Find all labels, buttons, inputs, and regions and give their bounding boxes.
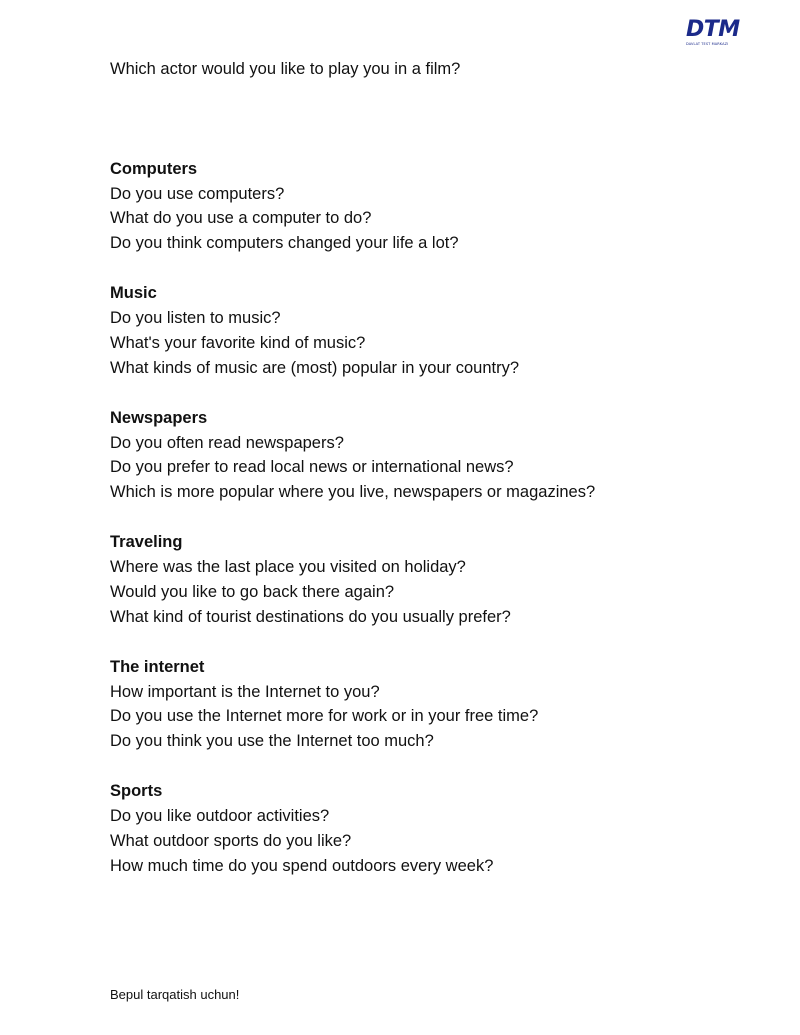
dtm-logo	[686, 18, 746, 50]
section-heading: Newspapers	[110, 408, 208, 427]
section-heading: Music	[110, 284, 157, 303]
question: What's your favorite kind of music?	[110, 333, 366, 352]
question: Do you like outdoor activities?	[110, 807, 330, 826]
logo-mark: DTM	[686, 17, 740, 42]
question: Would you like to go back there again?	[110, 582, 395, 601]
intro-question: Which actor would you like to play you in a film?	[110, 60, 461, 78]
section-newspapers	[110, 406, 750, 506]
question: What kind of tourist destinations do you usually prefer?	[110, 607, 511, 626]
footer-note: Bepul tarqatish uchun!	[110, 987, 240, 1002]
question: Do you use the Internet more for work or in your free time?	[110, 707, 539, 726]
section-the-internet	[110, 655, 750, 755]
section-heading: The internet	[110, 657, 205, 676]
section-heading: Sports	[110, 782, 163, 801]
question: Do you think computers changed your life a lot?	[110, 234, 459, 253]
question: Where was the last place you visited on holiday?	[110, 558, 466, 577]
document-body	[110, 57, 750, 904]
question: How much time do you spend outdoors every week?	[110, 856, 494, 875]
question: How important is the Internet to you?	[110, 682, 380, 701]
question: Do you use computers?	[110, 184, 285, 203]
question: Do you think you use the Internet too much?	[110, 732, 434, 751]
section-sports	[110, 779, 750, 879]
section-heading: Traveling	[110, 533, 183, 552]
question: Which is more popular where you live, newspapers or magazines?	[110, 483, 596, 502]
section-heading: Computers	[110, 159, 198, 178]
question: What outdoor sports do you like?	[110, 831, 352, 850]
question: Do you prefer to read local news or international news?	[110, 458, 514, 477]
question: What kinds of music are (most) popular in your country?	[110, 358, 519, 377]
question: What do you use a computer to do?	[110, 209, 372, 228]
section-traveling	[110, 530, 750, 630]
question: Do you often read newspapers?	[110, 433, 344, 452]
section-music	[110, 281, 750, 381]
question: Do you listen to music?	[110, 309, 281, 328]
logo-tagline: DAVLAT TEST MARKAZI	[686, 42, 729, 46]
section-computers	[110, 157, 750, 257]
